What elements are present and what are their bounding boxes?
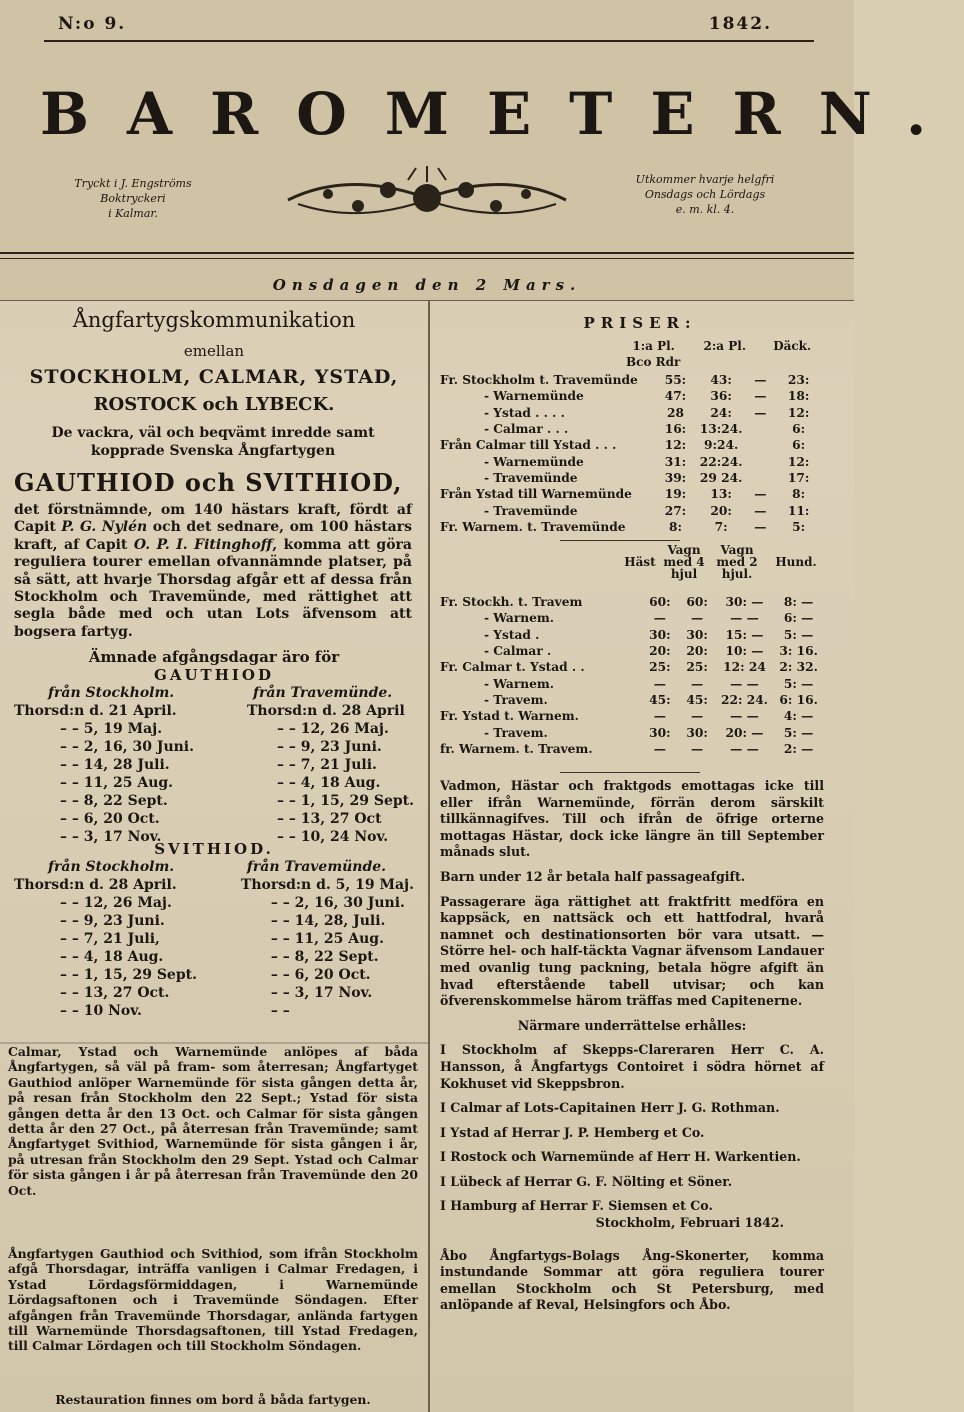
date-cell: – – 11, 25 Aug. [60, 775, 174, 791]
abo-notice: Åbo Ångfartygs-Bolags Ång-Skonerter, komma instundande Sommar att göra reguliera tourer emellan Stockholm och St Petersburg, med anlöpande af Reval, Helsingfors och Åbo. [440, 1247, 824, 1313]
date-cell: – – 8, 22 Sept. [60, 793, 168, 809]
price-cell: 28 [666, 405, 684, 420]
price-row [440, 437, 824, 453]
price-cell: 13: [710, 487, 732, 502]
masthead [0, 0, 964, 300]
schedule-row [14, 756, 414, 774]
masthead-rule [0, 252, 854, 254]
captain-name: P. G. Nylén [61, 519, 148, 536]
captain-name: O. P. I. Fitinghoff [133, 536, 273, 553]
price-cell: 12: [664, 438, 687, 453]
route-cell: Fr. Warnem. t. Travemünde [440, 519, 626, 534]
schedule-header [14, 858, 414, 876]
date-cell: – – 9, 23 Juni. [60, 913, 165, 929]
price-cell: 31: [664, 454, 687, 469]
date-cell: – – 1, 15, 29 Sept. [60, 967, 197, 983]
date-cell: Thorsd:n d. 28 April. [14, 877, 177, 893]
price-cell: 20: — [725, 725, 764, 740]
date-cell: – – 13, 27 Oct. [60, 985, 170, 1001]
price-cell [748, 453, 774, 469]
price-cell: 30: — [725, 595, 764, 610]
date-cell: – – 10, 24 Nov. [277, 829, 389, 845]
route-cell: Från Ystad till Warnemünde [440, 487, 632, 502]
route-cell: Fr. Stockholm t. Travemünde [440, 373, 638, 388]
col-second-class: 2:a Pl. [703, 339, 747, 354]
route-cell: - Ystad . . . . [484, 405, 565, 420]
route-cell: - Warnem. [484, 611, 554, 626]
price-cell: 29 24. [699, 470, 743, 485]
route-cell: Fr. Calmar t. Ystad . . [440, 660, 585, 675]
price-cell: 6: — [783, 611, 814, 626]
price-cell: — [754, 389, 767, 404]
freight-price-header [440, 544, 824, 580]
price-cell: 22: 24. [721, 692, 768, 707]
price-row [440, 405, 824, 421]
newspaper-title: BAROMETERN. [40, 80, 964, 148]
price-cell: 12: [787, 454, 810, 469]
price-cell: 8: [792, 487, 806, 502]
col-dog: Hund. [775, 555, 817, 569]
route-cell: fr. Warnem. t. Travem. [440, 741, 593, 756]
date-cell: – – 3, 17 Nov. [270, 985, 373, 1001]
col-from-stockholm: från Stockholm. [48, 685, 175, 701]
price-row [440, 453, 824, 469]
date-cell: – – 7, 21 Juli. [277, 757, 377, 773]
agent-hamburg: I Hamburg af Herrar F. Siemsen et Co. [440, 1198, 713, 1214]
schedule-row [14, 810, 414, 828]
svithiod-schedule [14, 858, 414, 1020]
date-cell: – – 4, 18 Aug. [60, 949, 164, 965]
price-cell: — [691, 611, 704, 626]
price-cell: 12: 24 [723, 660, 766, 675]
price-cell: — — [730, 709, 759, 724]
gauthiod-schedule [14, 684, 414, 846]
luggage-notice: Passagerare äga rättighet att fraktfritt medföra en kappsäck, en nattsäck och ett hattfodral, hvarå namnet och destinationsorten bör vara utsatt. — Större hel- och half-täckta Vagnar äfvensom Landauer med ovanlig tung packning, betala högre afgift än hvad efterstående tabell utvisar; och kan öfverenskommelse härom träffas med Capitenerne. [440, 893, 824, 1009]
header-blank [440, 544, 618, 580]
agent-stockholm: I Stockholm af Skepps-Clareraren Herr C. A. Hansson, å Ångfartygs Contoiret i södra hörnet af Kokhuset vid Skeppsbron. [440, 1042, 824, 1091]
col-first-class: 1:a Pl. [632, 339, 675, 354]
route-cell: - Warnemünde [484, 389, 584, 404]
short-rule [560, 540, 680, 541]
notice-body [14, 502, 412, 641]
price-cell: 16: [664, 422, 687, 437]
price-cell: 5: [792, 519, 806, 534]
price-row [440, 708, 824, 724]
price-cell: 23: [787, 373, 810, 388]
price-cell: 60: [649, 595, 671, 610]
col-deck: Däck. [773, 339, 812, 354]
schedule-row [14, 966, 414, 984]
notice-between: emellan [183, 342, 245, 360]
schedule-header [14, 684, 414, 702]
price-cell: 5: — [783, 676, 814, 691]
price-cell: — [653, 676, 666, 691]
price-cell: 30: [649, 725, 671, 740]
dateline: Stockholm, Februari 1842. [595, 1215, 784, 1231]
date-cell: – – 6, 20 Oct. [270, 967, 371, 983]
printer-imprint [48, 176, 218, 221]
price-cell: — [754, 519, 767, 534]
route-cell: Fr. Ystad t. Warnem. [440, 709, 579, 724]
date-cell: – – 8, 22 Sept. [270, 949, 379, 965]
route-cell: - Ystad . [484, 627, 540, 642]
price-row [440, 486, 824, 502]
route-cell: - Travem. [484, 692, 548, 707]
date-cell: – – 6, 20 Oct. [60, 811, 160, 827]
price-row [440, 502, 824, 518]
price-cell: 9:24. [704, 438, 739, 453]
price-cell: 43: [710, 373, 732, 388]
agent-rostock: I Rostock och Warnemünde af Herr H. Warkentien. [440, 1149, 801, 1165]
schedule-row [14, 1002, 414, 1020]
price-cell: 5: — [783, 725, 814, 740]
date-cell: – – 7, 21 Juli, [60, 931, 160, 947]
price-row [440, 659, 824, 675]
price-cell: 3: 16. [779, 644, 818, 659]
col-from-travemunde: från Travemünde. [253, 685, 393, 701]
price-cell: 55: [664, 373, 687, 388]
price-cell: — — [730, 676, 759, 691]
price-row [440, 421, 824, 437]
date-cell: – – 5, 19 Maj. [60, 721, 163, 737]
price-cell: 30: [686, 725, 708, 740]
date-cell: – – 11, 25 Aug. [270, 931, 384, 947]
price-cell: 17: [787, 470, 810, 485]
body-text: och det sednare, om 100 hästars kraft, af Capit [14, 519, 412, 553]
route-cell: - Warnemünde [484, 454, 584, 469]
price-row [440, 692, 824, 708]
agent-calmar: I Calmar af Lots-Capitainen Herr J. G. Rothman. [440, 1100, 780, 1116]
price-cell: 13:24. [699, 422, 743, 437]
price-cell: 47: [664, 389, 687, 404]
price-cell: 20: [710, 503, 732, 518]
price-cell: 6: [792, 422, 806, 437]
schedule-row [14, 984, 414, 1002]
route-cell: - Travem. [484, 725, 548, 740]
route-cell: - Travemünde [484, 470, 578, 485]
column-divider [428, 300, 430, 1412]
schedule-row [14, 894, 414, 912]
price-cell: 2: 32. [779, 660, 818, 675]
price-row [440, 519, 824, 535]
price-cell: 19: [664, 487, 687, 502]
price-cell: 12: [787, 405, 810, 420]
price-cell: 15: — [725, 627, 764, 642]
header-blank [440, 354, 618, 370]
route-cell: Från Calmar till Ystad . . . [440, 438, 617, 453]
price-cell: 8: [668, 519, 682, 534]
info-heading: Närmare underrättelse erhålles: [517, 1017, 747, 1033]
schedule-row [14, 774, 414, 792]
ports-notice: Calmar, Ystad och Warnemünde anlöpes af båda Ångfartygen, så väl på fram- som återresan; Ångfartyget Gauthiod anlöper Warnemünde för sista gången detta år, på resan från Stockholm den 22 Sept.; Ystad för sista gången detta år den 13 Oct. och Calmar för sista gången detta år den 27 Oct., på återresan från Travemünde; samt Ångfartyget Svithiod, Warnemünde för sista gången i år, på utresan från Stockholm den 29 Sept. Ystad och Calmar för sista gången i år på återresan från Travemünde den 20 Oct. [8, 1044, 418, 1198]
publication-schedule [610, 172, 800, 217]
gauthiod-heading: GAUTHIOD [154, 666, 274, 684]
right-notices [440, 778, 824, 1322]
price-cell: 4: — [783, 709, 814, 724]
date-cell: – – 4, 18 Aug. [277, 775, 381, 791]
price-cell [748, 421, 774, 437]
date-cell: Thorsd:n d. 5, 19 Maj. [240, 877, 414, 893]
schedule-line: Onsdags och Lördags [644, 188, 766, 201]
price-row [440, 643, 824, 659]
price-cell: — [754, 487, 767, 502]
notice-route-1: STOCKHOLM, CALMAR, YSTAD, [29, 366, 399, 388]
svithiod-heading: SVITHIOD. [154, 840, 274, 858]
schedule-row [14, 792, 414, 810]
price-cell: — — [730, 611, 759, 626]
price-cell: 24: [710, 405, 732, 420]
price-cell: 45: [649, 692, 671, 707]
date-cell: Thorsd:n d. 28 April [247, 703, 405, 719]
price-cell: 6: [792, 438, 806, 453]
date-cell: – – 9, 23 Juni. [277, 739, 382, 755]
date-cell: – – 10 Nov. [60, 1003, 142, 1019]
price-cell: 18: [787, 389, 810, 404]
price-cell: 25: [686, 660, 708, 675]
passenger-price-rows [440, 372, 824, 535]
col-from-stockholm: från Stockholm. [48, 859, 175, 875]
col-horse: Häst [624, 555, 656, 569]
date-cell: – – 12, 26 Maj. [60, 895, 172, 911]
price-cell: — — [730, 741, 759, 756]
currency-unit: Bco Rdr [626, 355, 681, 370]
price-cell: 22:24. [699, 454, 743, 469]
price-cell: 10: — [725, 644, 764, 659]
price-cell: — [754, 373, 767, 388]
price-cell: 5: — [783, 627, 814, 642]
price-row [440, 610, 824, 626]
price-cell: 39: [664, 470, 687, 485]
price-cell: 7: [714, 519, 728, 534]
agent-lubeck: I Lübeck af Herrar G. F. Nölting et Söner. [440, 1173, 733, 1189]
price-cell: 6: 16. [779, 692, 818, 707]
date-cell: – – 13, 27 Oct [277, 811, 382, 827]
route-cell: - Calmar . [484, 644, 552, 659]
restaurant-notice: Restauration finnes om bord å båda fartygen. [55, 1392, 371, 1407]
price-cell: 20: [649, 644, 671, 659]
price-cell: — [653, 741, 666, 756]
date-cell: – – 3, 17 Nov. [60, 829, 162, 845]
price-row [440, 594, 824, 610]
imprint-line: i Kalmar. [108, 207, 158, 220]
price-cell: — [691, 741, 704, 756]
price-row [440, 627, 824, 643]
imprint-line: Tryckt i J. Engströms [74, 177, 192, 190]
schedule-row [14, 702, 414, 720]
header-blank [440, 338, 618, 354]
route-cell: - Calmar . . . [484, 422, 569, 437]
schedule-row [14, 948, 414, 966]
price-row [440, 675, 824, 691]
date-cell: – – 2, 16, 30 Juni. [270, 895, 405, 911]
column-top-rule [0, 300, 854, 301]
issue-date: Onsdagen den 2 Mars. [272, 276, 582, 294]
price-row [440, 741, 824, 757]
route-cell: - Travemünde [484, 503, 578, 518]
body-text: , komma att göra reguliera tourer emellan ofvannämnde platser, på så sätt, att hvarje Thorsdag afgår ett af dessa från Stockholm och Travemünde, med rättighet att segla både med och utan Lots äfvensom att bogsera fartyg. [14, 536, 412, 640]
prices-heading: PRISER: [583, 314, 697, 332]
masthead-rule [0, 258, 854, 259]
arrival-notice: Ångfartygen Gauthiod och Svithiod, som ifrån Stockholm afgå Thorsdagar, inträffa vanligen i Calmar Fredagen, i Ystad Lördagsförmiddagen, i Warnemünde Lördagsaftonen och i Travemünde Söndagen. Efter afgången från Travemünde Thorsdagar, anlända fartygen till Warnemünde Thorsdagsaftonen, till Ystad Fredagen, till Calmar Lördagen och till Stockholm Söndagen. [8, 1246, 418, 1354]
date-cell: – – 1, 15, 29 Sept. [277, 793, 414, 809]
floral-ornament-icon [278, 160, 576, 230]
price-row [440, 388, 824, 404]
price-unit-row [440, 354, 824, 370]
imprint-line: Boktryckeri [100, 192, 166, 205]
short-rule [560, 772, 700, 773]
col-wagon-2: Vagn med 2 hjul. [716, 543, 758, 581]
passenger-price-table [440, 338, 824, 371]
price-cell: — [653, 709, 666, 724]
body-text: det förstnämnde, om 140 hästars kraft, fördt af Capit [14, 502, 412, 536]
price-cell: 8: — [783, 595, 814, 610]
schedule-row [14, 876, 414, 894]
top-rule [44, 40, 814, 42]
route-cell: - Warnem. [484, 676, 554, 691]
price-cell: 45: [686, 692, 708, 707]
price-cell: — [754, 503, 767, 518]
notice-heading: Ångfartygskommunikation [72, 308, 356, 332]
price-header [440, 338, 824, 354]
price-cell: 30: [649, 627, 671, 642]
date-cell: Thorsd:n d. 21 April. [14, 703, 177, 719]
price-cell: 25: [649, 660, 671, 675]
route-cell: Fr. Stockh. t. Travem [440, 595, 583, 610]
freight-price-rows [440, 594, 824, 757]
schedule-row [14, 738, 414, 756]
date-cell: – – [270, 1003, 290, 1019]
date-cell: – – 14, 28, Juli. [270, 913, 386, 929]
freight-notice: Vadmon, Hästar och fraktgods emottagas icke till eller ifrån Warnemünde, förrän derom särskilt tillkännagifves. Till och ifrån de öfrige orterne mottagas Hästar, dock icke längre än till September månads slut. [440, 778, 824, 860]
price-cell: — [754, 405, 767, 420]
price-cell: 30: [686, 627, 708, 642]
schedule-row [14, 930, 414, 948]
date-cell: – – 12, 26 Maj. [277, 721, 389, 737]
schedule-line: Utkommer hvarje helgfri [635, 173, 775, 186]
freight-header [440, 544, 824, 580]
agent-ystad: I Ystad af Herrar J. P. Hemberg et Co. [440, 1124, 705, 1140]
price-cell: 11: [787, 503, 810, 518]
schedule-row [14, 912, 414, 930]
price-cell: 20: [686, 644, 708, 659]
price-cell [748, 437, 774, 453]
price-cell: 36: [710, 389, 732, 404]
price-row [440, 724, 824, 740]
col-wagon-4: Vagn med 4 hjul [663, 543, 705, 581]
price-cell: — [691, 709, 704, 724]
price-row [440, 372, 824, 388]
price-cell [748, 470, 774, 486]
children-notice: Barn under 12 år betala half passageafgift. [440, 868, 746, 884]
price-row [440, 470, 824, 486]
notice-route-2: ROSTOCK och LYBECK. [93, 394, 335, 415]
issue-year: 1842. [708, 14, 772, 34]
date-cell: – – 2, 16, 30 Juni. [60, 739, 194, 755]
price-cell: 2: — [783, 741, 814, 756]
departures-heading: Ämnade afgångsdagar äro för [88, 648, 340, 666]
notice-intro: De vackra, väl och beqvämt inredde samt kopprade Svenska Ångfartygen [51, 425, 375, 459]
ship-names: GAUTHIOD och SVITHIOD, [14, 468, 403, 497]
price-cell: — [653, 611, 666, 626]
price-cell: 60: [686, 595, 708, 610]
col-from-travemunde: från Travemünde. [246, 859, 387, 875]
price-cell: — [691, 676, 704, 691]
schedule-row [14, 720, 414, 738]
schedule-line: e. m. kl. 4. [675, 203, 735, 216]
issue-number: N:o 9. [58, 14, 127, 34]
price-cell: 27: [664, 503, 687, 518]
date-cell: – – 14, 28 Juli. [60, 757, 170, 773]
